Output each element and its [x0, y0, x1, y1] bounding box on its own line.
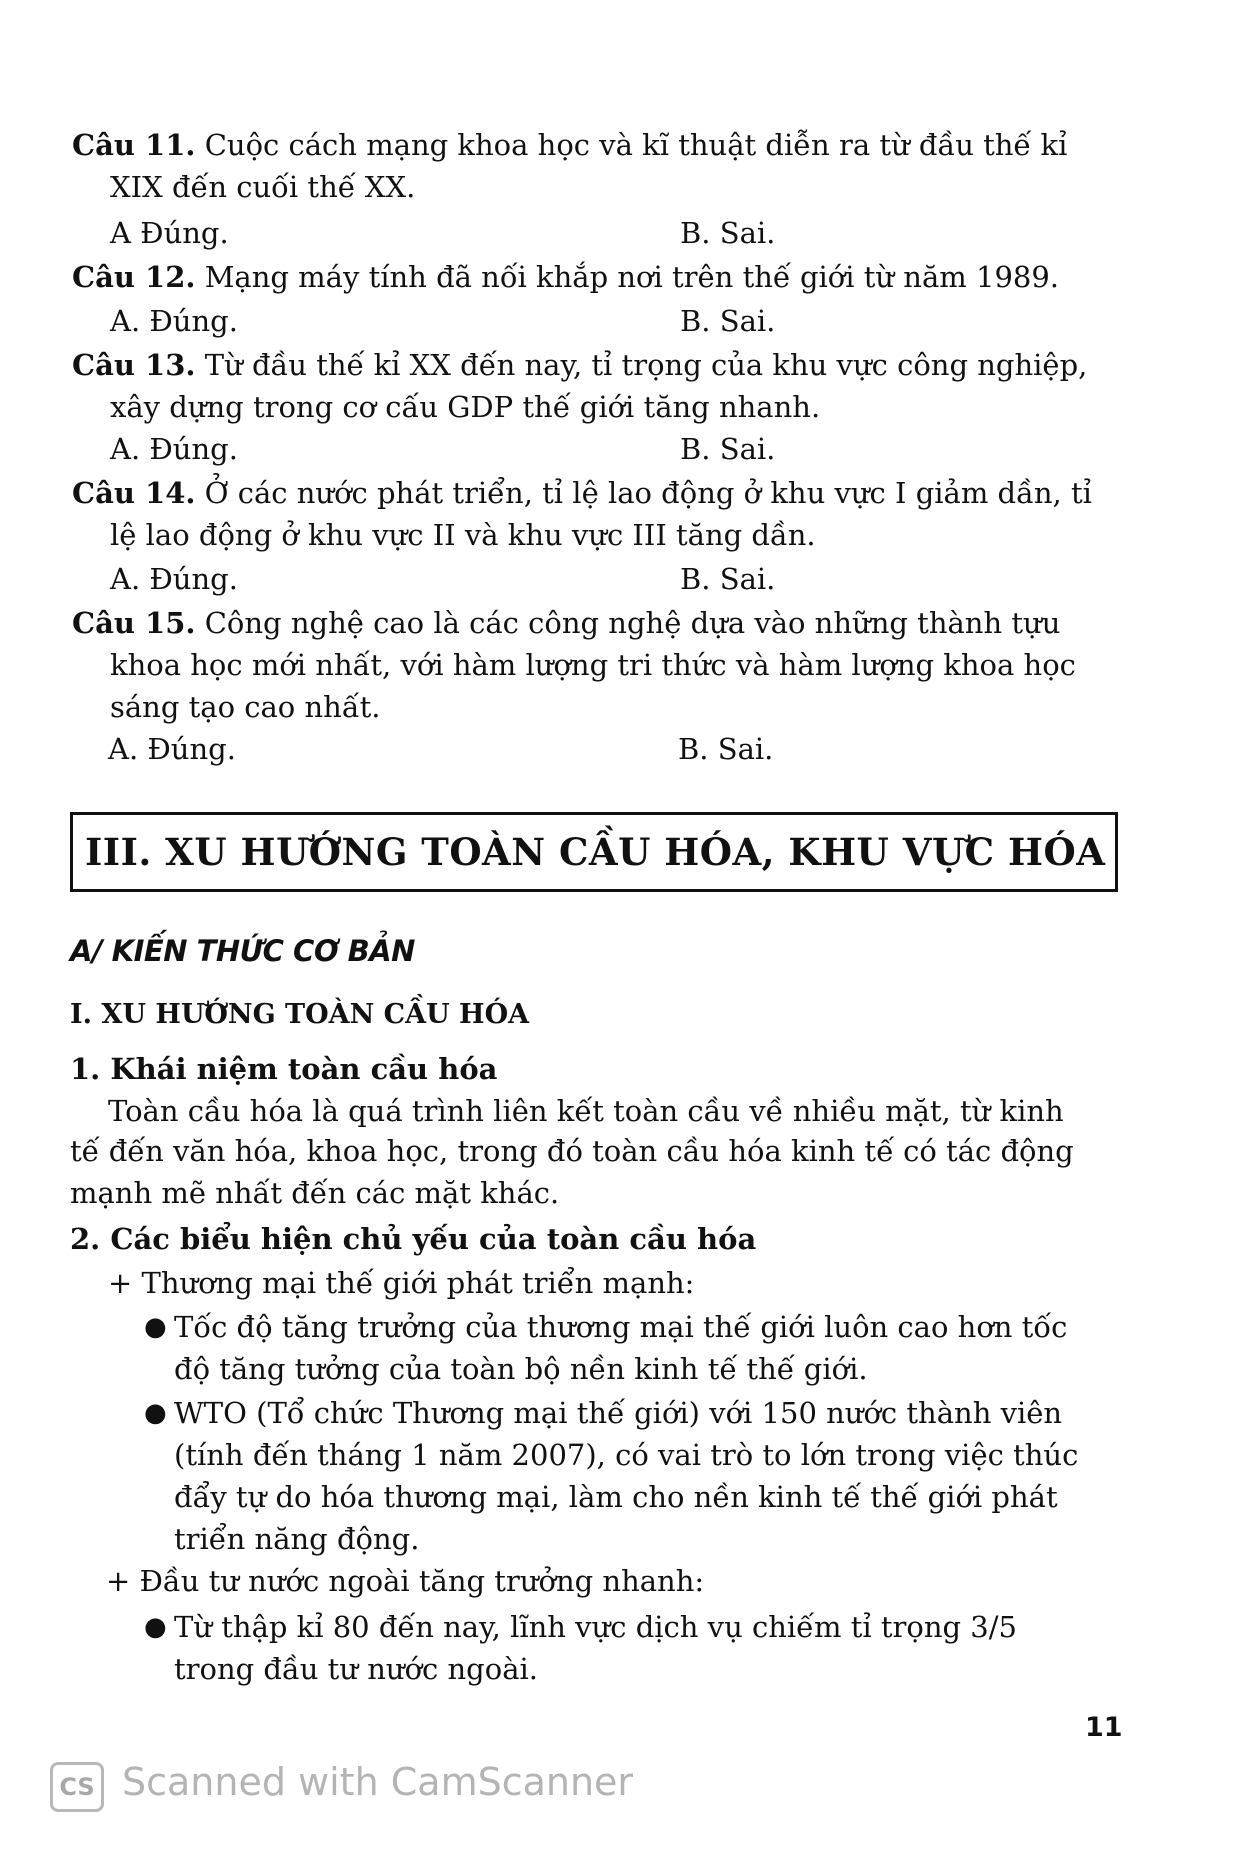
question-text: Công nghệ cao là các công nghệ dựa vào những thành tựu — [204, 606, 1061, 640]
option-a: A. Đúng. — [110, 304, 238, 338]
bullet-line: WTO (Tổ chức Thương mại thế giới) với 150 nước thành viên — [174, 1396, 1063, 1430]
question-text-cont: lệ lao động ở khu vực II và khu vực III tăng dần. — [110, 518, 816, 552]
option-a: A Đúng. — [110, 216, 229, 250]
paragraph-line: tế đến văn hóa, khoa học, trong đó toàn cầu hóa kinh tế có tác động — [70, 1134, 1074, 1168]
bullet-line: triển năng động. — [174, 1522, 420, 1556]
question-label: Câu 13. — [72, 348, 196, 382]
bullet-dot: ● — [144, 1398, 167, 1428]
section-title-box — [70, 812, 1118, 892]
question-11 — [72, 126, 1067, 164]
question-label: Câu 12. — [72, 260, 196, 294]
question-12 — [72, 258, 1059, 296]
question-13 — [72, 346, 1087, 384]
question-label: Câu 15. — [72, 606, 196, 640]
paragraph-line: mạnh mẽ nhất đến các mặt khác. — [70, 1176, 560, 1210]
plus-item: + Đầu tư nước ngoài tăng trưởng nhanh: — [106, 1564, 705, 1598]
option-b: B. Sai. — [680, 304, 776, 338]
question-text: Từ đầu thế kỉ XX đến nay, tỉ trọng của khu vực công nghiệp, — [204, 348, 1088, 382]
question-label: Câu 11. — [72, 128, 196, 162]
option-b: B. Sai. — [680, 562, 776, 596]
question-text-cont: xây dựng trong cơ cấu GDP thế giới tăng nhanh. — [110, 390, 821, 424]
question-text: Mạng máy tính đã nối khắp nơi trên thế giới từ năm 1989. — [204, 260, 1060, 294]
bullet-dot: ● — [144, 1312, 167, 1342]
section-title: III. XU HƯỚNG TOÀN CẦU HÓA, KHU VỰC HÓA — [85, 830, 1106, 874]
option-a: A. Đúng. — [108, 732, 236, 766]
option-a: A. Đúng. — [110, 562, 238, 596]
camscanner-logo-icon: CS — [50, 1762, 104, 1812]
option-b: B. Sai. — [680, 432, 776, 466]
bullet-line: (tính đến tháng 1 năm 2007), có vai trò to lớn trong việc thúc — [174, 1438, 1079, 1472]
part-a-heading: A/ KIẾN THỨC CƠ BẢN — [70, 934, 415, 968]
page-number: 11 — [1085, 1712, 1123, 1743]
heading-1: I. XU HƯỚNG TOÀN CẦU HÓA — [70, 999, 530, 1030]
question-15 — [72, 604, 1060, 642]
option-a: A. Đúng. — [110, 432, 238, 466]
plus-item: + Thương mại thế giới phát triển mạnh: — [108, 1266, 695, 1300]
bullet-dot: ● — [144, 1612, 167, 1642]
question-text-cont: XIX đến cuối thế XX. — [110, 170, 416, 204]
subheading-2: 2. Các biểu hiện chủ yếu của toàn cầu hóa — [70, 1222, 757, 1256]
question-label: Câu 14. — [72, 476, 196, 510]
bullet-line: độ tăng tưởng của toàn bộ nền kinh tế thế giới. — [174, 1352, 868, 1386]
question-text-cont: khoa học mới nhất, với hàm lượng tri thức và hàm lượng khoa học — [110, 648, 1076, 682]
question-text: Cuộc cách mạng khoa học và kĩ thuật diễn ra từ đầu thế kỉ — [204, 128, 1068, 162]
bullet-line: Tốc độ tăng trưởng của thương mại thế giới luôn cao hơn tốc — [174, 1310, 1068, 1344]
bullet-line: trong đầu tư nước ngoài. — [174, 1652, 538, 1686]
subheading-1: 1. Khái niệm toàn cầu hóa — [70, 1052, 498, 1086]
question-text-cont: sáng tạo cao nhất. — [110, 690, 381, 724]
camscanner-watermark: Scanned with CamScanner — [122, 1760, 634, 1804]
option-b: B. Sai. — [680, 216, 776, 250]
bullet-line: đẩy tự do hóa thương mại, làm cho nền kinh tế thế giới phát — [174, 1480, 1058, 1514]
bullet-line: Từ thập kỉ 80 đến nay, lĩnh vực dịch vụ chiếm tỉ trọng 3/5 — [174, 1610, 1017, 1644]
option-b: B. Sai. — [678, 732, 774, 766]
question-14 — [72, 474, 1092, 512]
paragraph-line: Toàn cầu hóa là quá trình liên kết toàn cầu về nhiều mặt, từ kinh — [108, 1094, 1064, 1128]
question-text: Ở các nước phát triển, tỉ lệ lao động ở khu vực I giảm dần, tỉ — [204, 476, 1092, 510]
